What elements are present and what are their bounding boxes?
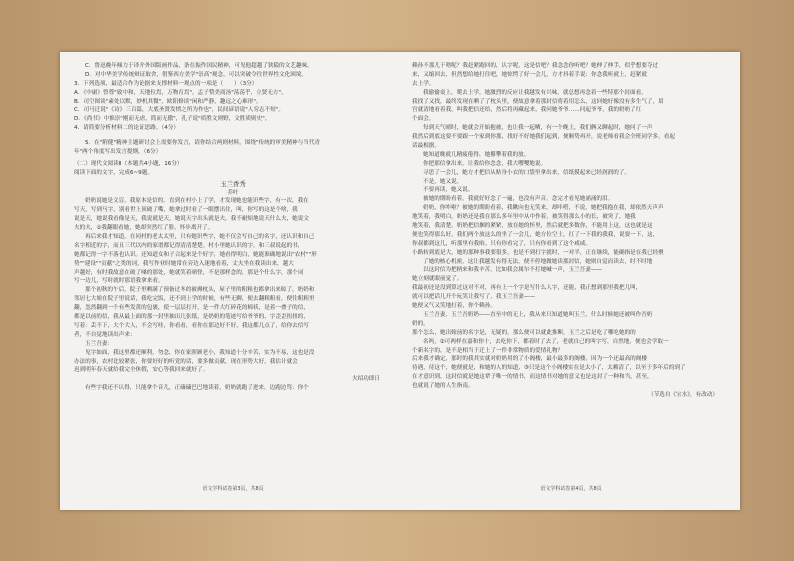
text-line: 你把那信拿出来，让我给你念念，我大嘤嘤地说。 bbox=[423, 160, 547, 167]
text-line: 她便又气又笑地打着，你个赖孙。 bbox=[412, 303, 496, 310]
source-note: （节选自《宝水》，有改动） bbox=[648, 391, 718, 398]
text-line: 玉兰吾妻，玉兰吾奶奶——直至中的无上，我从来只知道她叫玉兰，什么时候她还被叫作吾奶 bbox=[423, 311, 653, 318]
text-line: 赖孙不那儿干啥呢？我赶紧跑回的，认字呢，这是信吧？我念念你听吧？她伸了伸手，似乎想要夺过 bbox=[412, 63, 659, 69]
question-line: D．《尚书》中推崇"刚而无虐，简而无傲"，孔子说"质胜文则野，文胜质则史"。 bbox=[74, 116, 271, 123]
text-line: 也就说了她的人生指南。 bbox=[412, 383, 474, 390]
text-line: 不要再读，她又说。 bbox=[423, 187, 474, 194]
closing-line: 有些字我还不认得，只能拿个音儿，正磕磕巴巴地读着，奶奶就跑了进来，边跑边骂：你个 bbox=[85, 385, 309, 392]
text-line: 奶奶说她是文盲，我原本是信的。直到在村小上了学，才发现她也能识些字，有一次，我在 bbox=[85, 198, 309, 205]
text-line: 写着：丢不下，大个大人，不会写哇，你看看，看你在那边好不好，我这都几点了，给你去信写 bbox=[74, 322, 309, 329]
question-line: 3．下列选项，最适合作为论据来支撑材料一观点的一项是（ ）（3分） bbox=[74, 80, 258, 87]
text-line: 她立刻就眼前觉了。 bbox=[412, 276, 463, 283]
question-line: C．鲁迅晚年倾力于译介外国版画作品，条在振作国民精神，可见他超越了狭隘的文艺趣味。 bbox=[85, 63, 313, 69]
text-line: 都是以前的信，我从最上面的那一封里抽出几张纸，是奶奶的笔迹写给爷爷的，字歪歪扭扭的， bbox=[74, 314, 309, 321]
text-line: 你叔都到这儿，听那里有我咱。只有你看完了，只有你看到了这个咸咸。 bbox=[412, 240, 592, 247]
page-footer-left: 语文学科试卷第3页，共8页 bbox=[202, 486, 264, 493]
text-line: 在才意识到，这封信就是她这辈子唯一的情书，而这情书对她的意义也是这封了一种和当，甚至， bbox=[412, 374, 653, 381]
text-line: 个新名字的，是不是相当于迁上了一件非常物质的爱情礼物？ bbox=[412, 347, 564, 354]
text-line: 地笑着，我明白，奶奶还是我在那么多年里中从中作着，被笑得那么小的长，被突了，她我 bbox=[412, 214, 636, 221]
text-line: 写一边儿，写时就时那语我拿来看。 bbox=[74, 278, 164, 285]
text-line: 名字相近的字，而且三代以内的家谱都记得清清楚楚。村小里她认识的字，和三叔说起的书， bbox=[74, 242, 304, 249]
question-options bbox=[74, 62, 392, 133]
text-line: 我找了又找，最终发现在晒了了枕头里，便故意拿着那封信将着用怎么，这回她好像没有多生气了，眉 bbox=[412, 98, 664, 105]
page-footer-right: 语文学科试卷第4页，共8页 bbox=[540, 486, 602, 493]
text-line: 地笑着，我清楚，奶奶把信捆的紧紧，放在她的怀里，然后就把多数你，不能用上这，这也就是这 bbox=[412, 223, 653, 230]
text-line: 后来我才确定，那时的我其实就对奶奶用的了小阁楼，最小最多的阁楼，因为一个还最高的阁楼 bbox=[412, 356, 647, 363]
question-line: 4．请简要分析材料二的论证思路。（4分） bbox=[74, 125, 180, 132]
text-line: 宫就清地看着我，叫我把信还给，然后将再藏起来，我问她爷爷……问起爷爷，我的奶奶了红 bbox=[412, 107, 642, 114]
text-line: 我偷偷桌上，爬去上学，她激烈的反应让我越发有兴味，就总想再念着一些特那个封面看， bbox=[423, 89, 647, 96]
text-line: 势""建设""贡献"之类的词，我写作业时她常在旁边入迷地看着，丈夫坐在我读出来，越大 bbox=[74, 260, 294, 267]
text-line: 去上学。 bbox=[412, 80, 435, 87]
text-line: 夫的夫，①我翻眼看她，她却突然红了脸，怀步离开了。 bbox=[74, 225, 214, 232]
letter-signature: 夫绍功即日 bbox=[352, 376, 380, 383]
question-line: B．司空图谈"素处以默，妙机其微"，欧阳修谈"闲和严静，趣远之心难形"。 bbox=[74, 98, 262, 105]
text-line: 翻，忽然翻到一个有些发黄的包裹，使一层层打开，是一件大红碎花的棉袄，是着一叠子的信， bbox=[74, 305, 309, 312]
story-title: 玉兰香秀 bbox=[220, 179, 246, 188]
text-line: 者，不自觉地读出声来： bbox=[74, 331, 136, 338]
text-line: 名吗，②可两样在嘉和你十，去吃你下，都着时了去了，老就自己的叫字写，自然地，便也会学取一 bbox=[423, 338, 669, 345]
section-instruction: 阅读下面的文字，完成6~9题。 bbox=[74, 169, 153, 176]
question-line: 5．在"附健"精神主题研讨会上需要你发言，请你结合两则材料，围绕"传统的审美精神与当代青 bbox=[85, 140, 321, 147]
question-line: D．对中华美学传统辩证取舍，借鉴西方美学"崇高"观念，可以突破令往世界性文化困境。 bbox=[85, 71, 308, 78]
exam-sheet bbox=[60, 52, 740, 510]
text-line: 话最根据。 bbox=[412, 143, 440, 150]
text-line: 不是，她又说。 bbox=[423, 178, 463, 185]
text-line: 便也笑得那么好，我们两个放这么的坐了一会儿，她方位空土，扛了一下我的我我，说要一下，这， bbox=[412, 231, 659, 238]
text-line: 奶奶，你咋啦？被她的期盼看着，我瞅向也无笑来，却咔嗒，不说，她把我抱在我，却依然天声声 bbox=[423, 205, 664, 212]
question-line: 年"两个角度写出发言提纲。（6分） bbox=[74, 149, 162, 156]
story-author: 乔叶 bbox=[227, 189, 239, 196]
question-5 bbox=[74, 139, 392, 157]
text-line: 了她的核心机密，这让我越发有得无法，便不停地做她读那封信，她则自觉而读去，时不时地 bbox=[423, 258, 653, 265]
text-line: 我最初还是没到算过这对不对，再有上一个字是写什么人字，还能，我正想到那里我把儿叫， bbox=[412, 285, 642, 292]
text-line: 写天，写到马字，别看世上顶破了嘴，她拿过时看了一眼摆出住，叫，你写的这是个啥，我 bbox=[74, 207, 298, 214]
text-line: 每到天气晴时，她就会开始抱被，也让我一起晒，有一个晚上，我们俩又聊起时，她问了一声 bbox=[423, 125, 653, 132]
question-line: C．司马迁说"《诗》三百篇，大底圣贤发愤之所为作也"，民间谚语说"人穷志不短"。 bbox=[74, 107, 284, 114]
text-line: 说是天，她说我看像是天，我说就是天，她说天字出头就是夫，我不耐烦地说天什么夫，她说文 bbox=[74, 216, 309, 223]
text-line: 来，又缩回去，但然想给她打住吧，她惊愕了好一会儿，方才抖着手说：你念我听就上，赶紧就 bbox=[412, 71, 647, 78]
letter-salutation: 玉兰吾妻： bbox=[85, 340, 113, 347]
text-line: 个面会。 bbox=[412, 116, 435, 123]
text-line: 待遇，待这个，她便就是，和她的人的知道，③只是这个小阁楼实在是太小了，太赖清了，以至于多年后的到了 bbox=[412, 365, 686, 372]
letter-line: 迟到明年春天就给我完全休假，安心等我回来就好了。 bbox=[74, 367, 209, 374]
text-line: 寻思了一会儿，她方才把信从贴身小衣的口袋里拿出来，信纸摸起来已经润润的了。 bbox=[423, 169, 630, 176]
question-line: A．《中庸》曾尊"致中和，天地位焉，万物育焉"，孟子赞美商汤"荡荡乎，立贤无方"。 bbox=[74, 89, 287, 96]
letter-line: 办法的事，农村比较紧张，你要好好的听党的话，要多做贡献，现在形势大好，我估计就会 bbox=[74, 358, 298, 365]
text-line: 她知道晚就几精疲倦得，她攥攀着我的放。 bbox=[423, 151, 530, 158]
text-line: 就可以把话儿开个玩笑让我写了，我玉兰吾妻—— bbox=[412, 294, 536, 301]
text-line: 声越好，有时我故意在破了嗓的那处，她就笑着嗔怪，不是那样念的，那是个什么字，那个词 bbox=[74, 269, 304, 276]
story-body bbox=[74, 197, 392, 339]
text-line: 那个初秋的午后，院子里晒满了预备过冬的被褥枕头，屋子里的粗粗也都拿出来晾了，奶奶和 bbox=[85, 287, 315, 294]
text-line: 再后来我才知道，在同村的老太太里，只有她识些字，她不仅会写自己的名字，还认识和自己 bbox=[85, 234, 315, 241]
letter-body bbox=[74, 349, 392, 376]
left-page bbox=[74, 62, 392, 500]
text-line: 以这封信为把柄来和我辛苦，比如我会属尔不打她喊一声，玉兰吾妻—— bbox=[423, 267, 603, 274]
text-line: 被她的期盼看着，我就好好念了一遍，也没有声音，念完才看见她涌涌的泪。 bbox=[423, 196, 614, 203]
letter-line: 见字如面，我这里都还顺利，勿念，你在家照顾老小，我知道十分辛苦，实为不易，这也是没 bbox=[85, 349, 315, 356]
story-body-continued bbox=[412, 62, 730, 391]
text-line: 她都记得一字不落也认识。还知道女和子合起来是个好字，她看得明白，她能准确地说出"农村""形 bbox=[74, 251, 317, 258]
text-line: 那个怎么，她出嫁前的名字是，无疑的，那么便可以就此推断，玉兰之后是吃了哪吃她的的 bbox=[412, 329, 636, 336]
text-line: 奶的。 bbox=[412, 320, 429, 327]
text-line: 邻居七大娘在院子里说话，我吃完饭，还不到上学的时候，有些无聊，便去翻粗粗看，便往粗粗里 bbox=[74, 296, 315, 303]
text-line: 小路转到底是大，她的那种事我要很多，也是不到打字就时，一对半，正在继续，能确指是在我已经聚 bbox=[412, 249, 664, 256]
right-page bbox=[412, 62, 730, 500]
section-heading: （二）现代文阅读Ⅱ（本题共4小题，16分） bbox=[74, 160, 183, 167]
text-line: 我然后到底这要不要跟一个家到你那，找好不好她我们起到，便顺势再开，说老师看我会全班同学多，看起 bbox=[412, 134, 675, 141]
